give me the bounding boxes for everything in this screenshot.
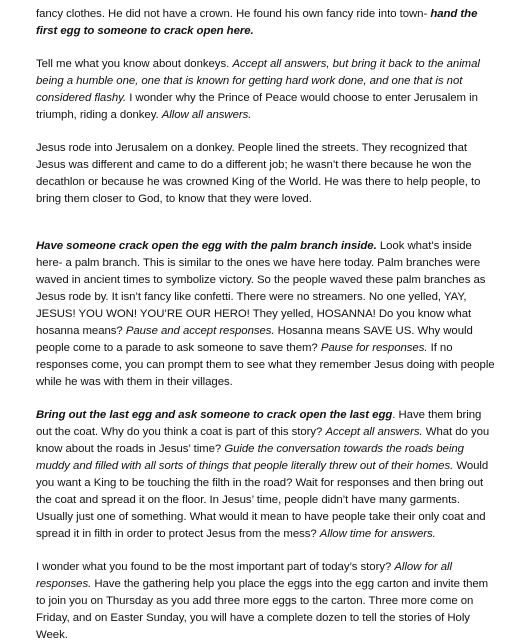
text-run: fancy clothes. He did not have a crown. He found his own fancy ride into town- <box>36 8 431 20</box>
paragraph-closing <box>36 559 496 644</box>
text-run: . Have them bring out the coat. Why do you think a coat is part of this story? <box>36 409 482 438</box>
instruction-text: Have someone crack open the egg with the palm branch inside. <box>36 240 377 252</box>
instruction-text: Bring out the last egg and ask someone to crack open the last egg <box>36 409 393 421</box>
paragraph-coat <box>36 407 496 543</box>
instruction-text: Accept all answers. <box>325 426 423 438</box>
instruction-text: Allow time for answers. <box>319 528 436 540</box>
paragraph-jerusalem <box>36 140 496 208</box>
text-run: Hosanna means SAVE US. Why would people come to a parade to ask someone to save them? <box>36 325 473 354</box>
text-run: Look what’s inside here- a palm branch. This is similar to the ones we have here today. Palm branches were waved in ancient times to symbolize victory. So the people waved these palm branches as Jesus rode by. It isn’t fancy like confetti. There were no streamers. No one yelled, YAY, JESUS! YOU WON! YOU’RE OUR HERO! They yelled, HOSANNA! Do you know what hosanna means? <box>36 240 486 337</box>
text-run: Jesus rode into Jerusalem on a donkey. People lined the streets. They recognized that Jesus was different and came to do a different job; he wasn’t there because he won the decathlon or because he was crowned King of the World. He was there to help people, to bring them closer to God, to know that they were loved. <box>36 142 481 205</box>
paragraph-first-egg <box>36 6 496 40</box>
instruction-text: Guide the conversation towards the roads being muddy and filled with all sorts of things that people literally threw out of their homes. <box>36 443 464 472</box>
paragraph-donkeys <box>36 56 496 124</box>
instruction-text: Accept all answers, but bring it back to the animal being a humble one, one that is known for getting hard work done, and one that is not considered flashy. <box>36 58 480 104</box>
text-run: Have the gathering help you place the eggs into the egg carton and invite them to join you on Thursday as you add three more eggs to the carton. Three more come on Friday, and on Easter Sunday, you will have a complete dozen to tell the stories of Holy Week. <box>36 578 489 641</box>
text-run: If no responses come, you can prompt them to see what they remember Jesus doing with people while he was with them in their villages. <box>36 342 495 388</box>
paragraph-palm-branch <box>36 238 496 391</box>
text-run: Would you want a King to be touching the filth in the road? Wait for responses and then bring out the coat and spread it on the floor. In Jesus’ time, people didn’t have many garments. Usually just one of something. What would it mean to have people take their only coat and spread it in filth in order to protect Jesus from the mess? <box>36 460 489 540</box>
text-run: What do you know about the roads in Jesus’ time? <box>36 426 490 455</box>
text-run: I wonder what you found to be the most important part of today’s story? <box>36 561 395 573</box>
instruction-text: Pause and accept responses. <box>125 325 275 337</box>
instruction-text: Pause for responses. <box>320 342 428 354</box>
instruction-text: Allow for all responses. <box>36 561 452 590</box>
text-run: Tell me what you know about donkeys. <box>36 58 233 70</box>
instruction-text: hand the first egg to someone to crack open here. <box>36 8 478 37</box>
instruction-text: Allow all answers. <box>161 109 252 121</box>
text-run: I wonder why the Prince of Peace would choose to enter Jerusalem in triumph, riding a donkey. <box>36 92 478 121</box>
